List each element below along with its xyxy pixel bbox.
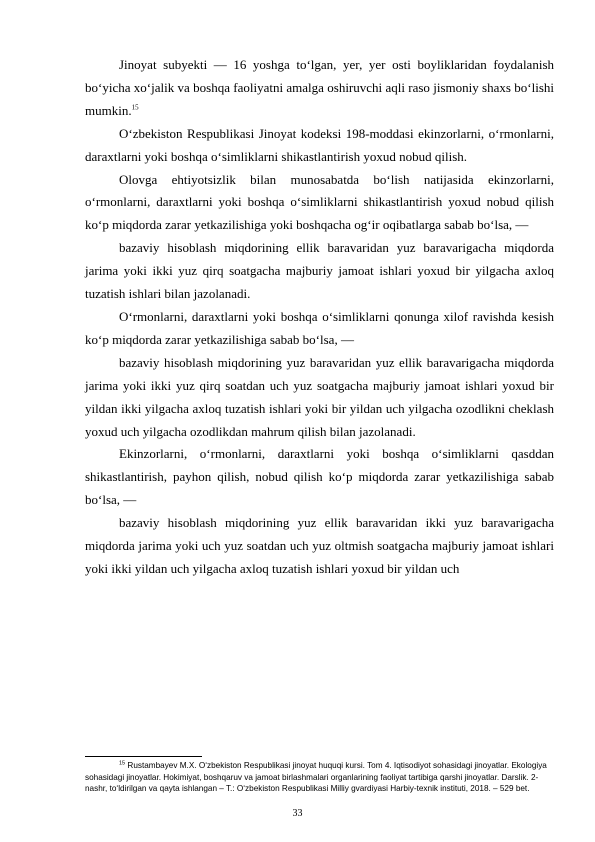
paragraph-fire-negligence: Olovga ehtiyotsizlik bilan munosabatda bo‘lish natijasida ekinzorlarni, o‘rmonlarni, daraxtlarni yoki boshqa o‘simliklarni shikastlantirish yoxud nobud qilish ko‘p miqdorda zarar yetkazilishiga yoki boshqacha og‘ir oqibatlarga sabab bo‘lsa, — xyxy=(85,171,554,233)
page-body xyxy=(85,54,554,581)
paragraph-illegal-cutting: O‘rmonlarni, daraxtlarni yoki boshqa o‘simliklarni qonunga xilof ravishda kesish ko‘p miqdorda zarar yetkazilishiga sabab bo‘lsa, — xyxy=(85,308,554,347)
paragraph-subject xyxy=(85,54,554,123)
footnote-reference[interactable]: 15 xyxy=(131,103,139,112)
paragraph-penalty-2: bazaviy hisoblash miqdorining yuz baravaridan yuz ellik baravarigacha miqdorda jarima yoki ikki yuz qirq soatdan uch yuz soatgacha majburiy jamoat ishlari yoxud bir yildan ikki yilgacha axloq tuzatish ishlari yoki bir yildan uch yilgacha ozodlikni cheklash yoxud uch yilgacha ozodlikdan mahrum qilish bilan jazolanadi. xyxy=(85,354,554,439)
footnote xyxy=(85,760,554,795)
footnote-divider xyxy=(85,756,202,757)
paragraph-text: Jinoyat subyekti — 16 yoshga to‘lgan, yer, yer osti boyliklaridan foydalanish bo‘yicha xo‘jalik va boshqa faoliyatni amalga oshiruvchi aqli raso jismoniy shaxs bo‘lishi mumkin. xyxy=(85,57,554,118)
footnote-text: Rustambayev M.X. O‘zbekiston Respublikasi jinoyat huquqi kursi. Tom 4. Iqtisodiyot sohasidagi jinoyatlar. Ekologiya sohasidagi jinoyatlar. Hokimiyat, boshqaruv va jamoat birlashmalari organlarining faoliyat tartibiga qarshi jinoyatlar. Darslik. 2-nashr, to‘ldirilgan va qayta ishlangan – T.: O‘zbekiston Respublikasi Milliy gvardiyasi Harbiy-texnik instituti, 2018. – 529 bet. xyxy=(85,761,547,794)
paragraph-article-198: O‘zbekiston Respublikasi Jinoyat kodeksi 198-moddasi ekinzorlarni, o‘rmonlarni, daraxtlarni yoki boshqa o‘simliklarni shikastlantirish yoxud nobud qilish. xyxy=(85,125,554,164)
paragraph-penalty-3: bazaviy hisoblash miqdorining yuz ellik baravaridan ikki yuz baravarigacha miqdorda jarima yoki uch yuz soatdan uch yuz oltmish soatgacha majburiy jamoat ishlari yoki ikki yildan uch yilgacha axloq tuzatish ishlari yoxud bir yildan uch xyxy=(85,515,554,576)
footnote-number: 15 xyxy=(119,760,126,767)
paragraph-penalty-1: bazaviy hisoblash miqdorining ellik baravaridan yuz baravarigacha miqdorda jarima yoki ikki yuz qirq soatgacha majburiy jamoat ishlari yoxud bir yilgacha axloq tuzatish ishlari bilan jazolanadi. xyxy=(85,240,554,302)
page-number: 33 xyxy=(292,808,303,819)
paragraph-intentional-damage: Ekinzorlarni, o‘rmonlarni, daraxtlarni yoki boshqa o‘simliklarni qasddan shikastlantirish, payhon qilish, nobud qilish ko‘p miqdorda zarar yetkazilishiga sabab bo‘lsa, — xyxy=(85,446,554,508)
